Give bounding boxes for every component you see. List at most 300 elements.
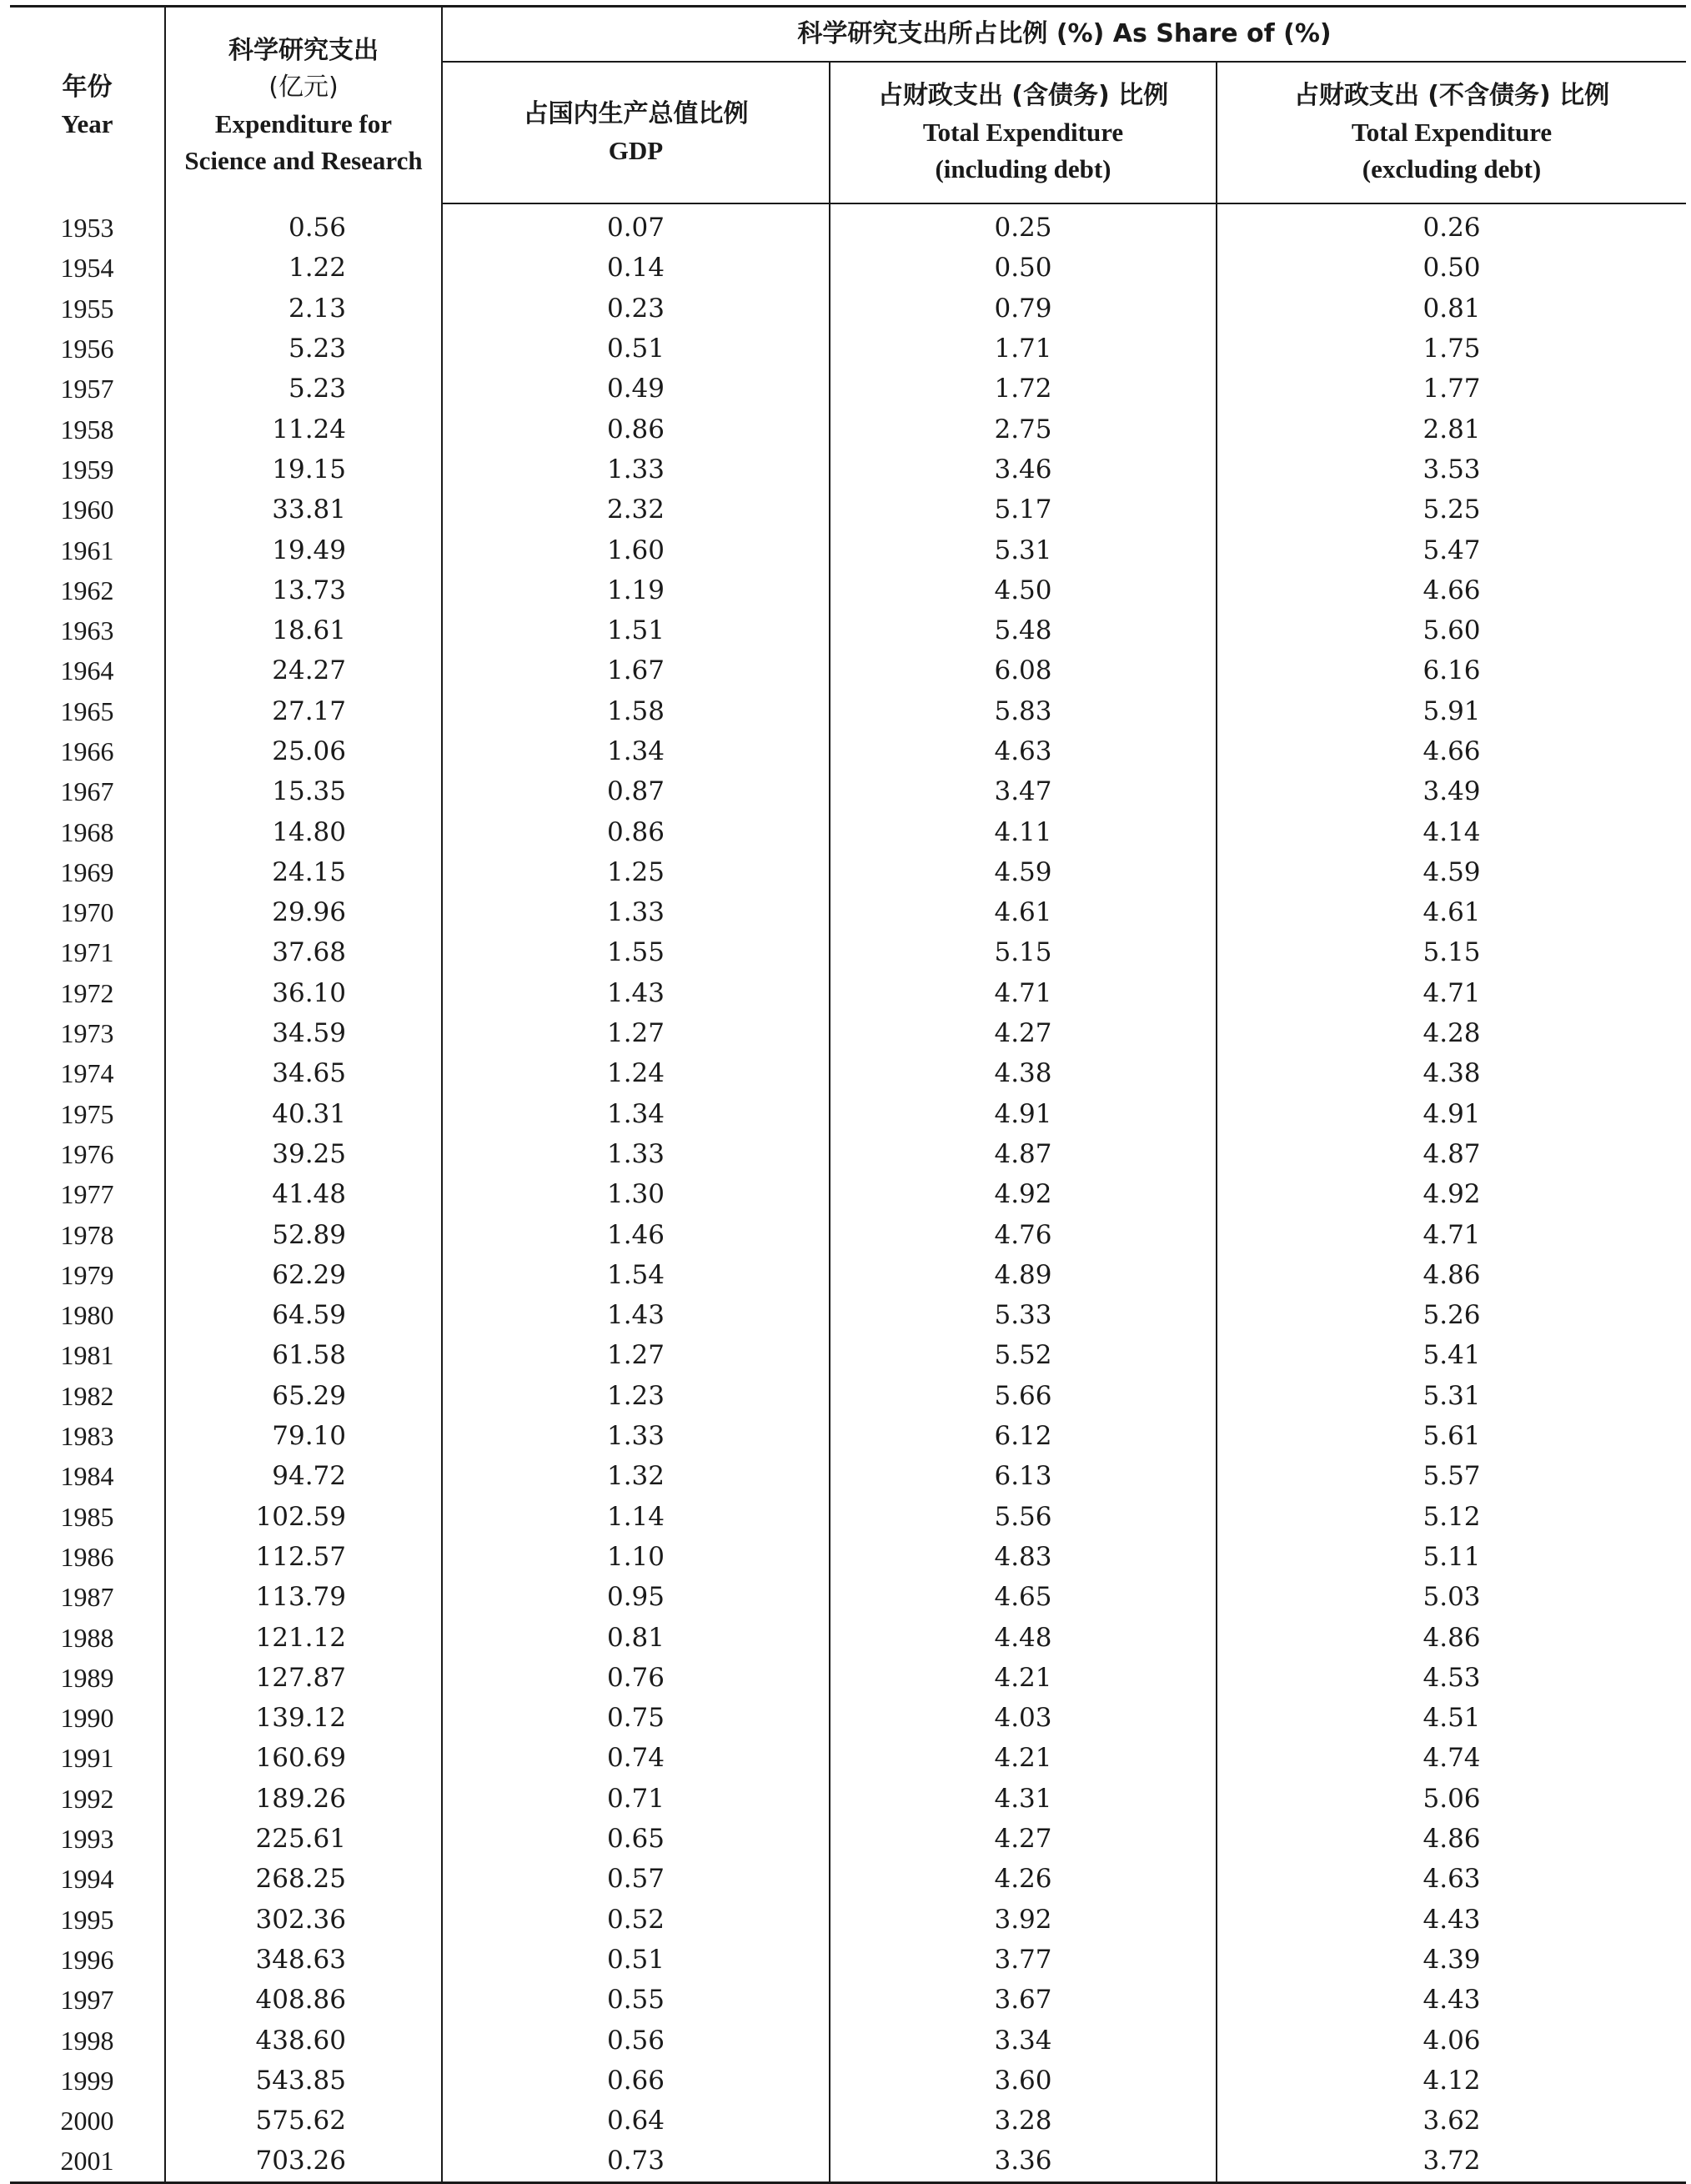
- excl-header-zh: 占财政支出 (不含债务) 比例: [1293, 81, 1610, 110]
- gdp-share-cell: 1.27: [442, 1335, 830, 1375]
- year-cell: 1992: [60, 1783, 114, 1814]
- year-cell: 1968: [60, 816, 114, 847]
- year-cell: 1953: [60, 212, 114, 243]
- incl-debt-share-cell: 3.36: [830, 2141, 1217, 2182]
- incl-debt-share-cell: 3.46: [830, 449, 1217, 490]
- expenditure-cell: 225.61: [165, 1819, 442, 1859]
- expenditure-cell: 348.63: [165, 1940, 442, 1980]
- gdp-share-cell: 1.33: [442, 892, 830, 932]
- excl-debt-share-cell: 5.41: [1217, 1335, 1686, 1375]
- incl-debt-share-cell: 0.25: [830, 203, 1217, 248]
- year-cell: 1987: [60, 1582, 114, 1613]
- expenditure-cell: 79.10: [165, 1416, 442, 1456]
- excl-debt-share-cell: 5.15: [1217, 932, 1686, 972]
- excl-debt-share-cell: 0.26: [1217, 203, 1686, 248]
- table-row: [10, 1658, 1686, 1698]
- year-cell: 1991: [60, 1743, 114, 1774]
- year-cell: 1967: [60, 776, 114, 807]
- table-row: [10, 1416, 1686, 1456]
- table-row: [10, 1859, 1686, 1899]
- expenditure-cell: 41.48: [165, 1174, 442, 1214]
- expenditure-cell: 36.10: [165, 973, 442, 1013]
- gdp-share-cell: 0.86: [442, 409, 830, 449]
- year-cell: 1966: [60, 736, 114, 766]
- gdp-share-cell: 0.64: [442, 2101, 830, 2141]
- excl-debt-share-cell: 4.66: [1217, 570, 1686, 610]
- expenditure-cell: 2.13: [165, 289, 442, 329]
- incl-debt-share-cell: 1.72: [830, 369, 1217, 409]
- year-cell: 1965: [60, 695, 114, 726]
- incl-debt-share-cell: 4.27: [830, 1013, 1217, 1053]
- gdp-share-cell: 1.55: [442, 932, 830, 972]
- expenditure-cell: 14.80: [165, 811, 442, 851]
- gdp-share-cell: 0.75: [442, 1698, 830, 1738]
- gdp-share-cell: 1.24: [442, 1053, 830, 1093]
- table-row: [10, 369, 1686, 409]
- table-row: [10, 731, 1686, 771]
- gdp-share-cell: 0.51: [442, 329, 830, 369]
- gdp-share-cell: 0.65: [442, 1819, 830, 1859]
- year-cell: 1971: [60, 937, 114, 968]
- table-row: [10, 771, 1686, 811]
- expenditure-cell: 64.59: [165, 1295, 442, 1335]
- gdp-share-cell: 0.87: [442, 771, 830, 811]
- year-cell: 1985: [60, 1501, 114, 1532]
- expenditure-cell: 19.49: [165, 530, 442, 570]
- excl-debt-share-cell: 5.47: [1217, 530, 1686, 570]
- year-header-en: Year: [61, 108, 113, 138]
- excl-debt-share-cell: 0.81: [1217, 289, 1686, 329]
- excl-debt-share-cell: 4.86: [1217, 1255, 1686, 1295]
- expenditure-cell: 302.36: [165, 1899, 442, 1939]
- gdp-share-cell: 0.07: [442, 203, 830, 248]
- table-row: [10, 1497, 1686, 1537]
- excl-debt-share-cell: 5.25: [1217, 490, 1686, 530]
- table-row: [10, 1899, 1686, 1939]
- year-cell: 1978: [60, 1219, 114, 1250]
- table-row: [10, 1819, 1686, 1859]
- gdp-share-cell: 1.34: [442, 731, 830, 771]
- gdp-share-cell: 0.86: [442, 811, 830, 851]
- gdp-share-cell: 1.23: [442, 1376, 830, 1416]
- incl-debt-share-cell: 3.47: [830, 771, 1217, 811]
- incl-debt-share-cell: 4.31: [830, 1779, 1217, 1819]
- excl-debt-share-cell: 5.11: [1217, 1537, 1686, 1577]
- incl-debt-share-cell: 5.15: [830, 932, 1217, 972]
- gdp-share-cell: 0.73: [442, 2141, 830, 2182]
- year-cell: 1990: [60, 1703, 114, 1734]
- year-cell: 1977: [60, 1179, 114, 1210]
- excl-debt-share-cell: 1.75: [1217, 329, 1686, 369]
- excl-header-en-line2: (excluding debt): [1362, 154, 1542, 183]
- expenditure-cell: 575.62: [165, 2101, 442, 2141]
- expenditure-cell: 37.68: [165, 932, 442, 972]
- excl-debt-share-cell: 4.14: [1217, 811, 1686, 851]
- gdp-share-cell: 1.19: [442, 570, 830, 610]
- year-cell: 1996: [60, 1944, 114, 1975]
- excl-debt-share-cell: 4.86: [1217, 1617, 1686, 1657]
- expenditure-cell: 160.69: [165, 1738, 442, 1778]
- expenditure-cell: 13.73: [165, 570, 442, 610]
- expenditure-cell: 438.60: [165, 2020, 442, 2060]
- incl-debt-share-cell: 4.03: [830, 1698, 1217, 1738]
- table-row: [10, 932, 1686, 972]
- expenditure-cell: 102.59: [165, 1497, 442, 1537]
- year-cell: 1998: [60, 2025, 114, 2056]
- excl-debt-share-cell: 4.12: [1217, 2061, 1686, 2101]
- expenditure-cell: 5.23: [165, 369, 442, 409]
- excl-debt-share-cell: 4.43: [1217, 1980, 1686, 2020]
- year-cell: 2000: [60, 2106, 114, 2136]
- expenditure-cell: 29.96: [165, 892, 442, 932]
- incl-debt-share-cell: 5.17: [830, 490, 1217, 530]
- excl-debt-share-cell: 4.63: [1217, 1859, 1686, 1899]
- table-row: [10, 530, 1686, 570]
- table-row: [10, 1174, 1686, 1214]
- table-body: [10, 203, 1686, 2182]
- incl-debt-share-cell: 4.76: [830, 1214, 1217, 1254]
- year-cell: 1960: [60, 495, 114, 525]
- incl-debt-share-cell: 3.67: [830, 1980, 1217, 2020]
- gdp-share-cell: 1.54: [442, 1255, 830, 1295]
- incl-debt-share-cell: 0.79: [830, 289, 1217, 329]
- table-row: [10, 1094, 1686, 1134]
- table-row: [10, 610, 1686, 650]
- excl-debt-share-cell: 3.62: [1217, 2101, 1686, 2141]
- expenditure-cell: 11.24: [165, 409, 442, 449]
- expenditure-cell: 0.56: [165, 203, 442, 248]
- excl-debt-share-cell: 5.26: [1217, 1295, 1686, 1335]
- table-row: [10, 1214, 1686, 1254]
- incl-debt-share-cell: 4.92: [830, 1174, 1217, 1214]
- excl-debt-share-cell: 4.71: [1217, 1214, 1686, 1254]
- incl-debt-share-cell: 4.59: [830, 852, 1217, 892]
- gdp-share-cell: 1.33: [442, 449, 830, 490]
- year-cell: 1993: [60, 1824, 114, 1855]
- incl-debt-share-cell: 5.31: [830, 530, 1217, 570]
- table-row: [10, 1456, 1686, 1496]
- year-cell: 1997: [60, 1985, 114, 2016]
- table-row: [10, 2141, 1686, 2182]
- excl-debt-share-cell: 4.38: [1217, 1053, 1686, 1093]
- gdp-share-cell: 1.32: [442, 1456, 830, 1496]
- gdp-share-cell: 1.43: [442, 973, 830, 1013]
- year-cell: 1999: [60, 2065, 114, 2096]
- excl-debt-share-cell: 4.71: [1217, 973, 1686, 1013]
- expenditure-cell: 189.26: [165, 1779, 442, 1819]
- expenditure-cell: 34.65: [165, 1053, 442, 1093]
- incl-debt-share-cell: 4.21: [830, 1658, 1217, 1698]
- year-column-header: [10, 7, 165, 204]
- excl-debt-share-cell: 4.28: [1217, 1013, 1686, 1053]
- table-row: [10, 203, 1686, 248]
- gdp-share-cell: 1.10: [442, 1537, 830, 1577]
- gdp-share-cell: 2.32: [442, 490, 830, 530]
- expenditure-header-en-line2: Science and Research: [184, 145, 423, 175]
- excl-debt-share-cell: 4.92: [1217, 1174, 1686, 1214]
- excl-debt-share-cell: 4.66: [1217, 731, 1686, 771]
- table-row: [10, 329, 1686, 369]
- incl-debt-share-cell: 4.83: [830, 1537, 1217, 1577]
- year-cell: 1975: [60, 1098, 114, 1129]
- gdp-share-cell: 1.30: [442, 1174, 830, 1214]
- year-cell: 1963: [60, 615, 114, 646]
- excl-debt-share-cell: 1.77: [1217, 369, 1686, 409]
- incl-debt-share-cell: 4.89: [830, 1255, 1217, 1295]
- excl-debt-share-cell: 4.43: [1217, 1899, 1686, 1939]
- year-cell: 1986: [60, 1541, 114, 1572]
- incl-header-en-line2: (including debt): [935, 154, 1111, 183]
- excl-debt-share-cell: 2.81: [1217, 409, 1686, 449]
- excl-debt-share-cell: 6.16: [1217, 650, 1686, 690]
- excl-debt-share-cell: 4.59: [1217, 852, 1686, 892]
- expenditure-cell: 34.59: [165, 1013, 442, 1053]
- year-cell: 1983: [60, 1421, 114, 1452]
- gdp-share-cell: 0.56: [442, 2020, 830, 2060]
- incl-debt-share-cell: 4.11: [830, 811, 1217, 851]
- gdp-share-cell: 1.58: [442, 691, 830, 731]
- gdp-share-cell: 0.66: [442, 2061, 830, 2101]
- year-cell: 1979: [60, 1259, 114, 1290]
- expenditure-cell: 61.58: [165, 1335, 442, 1375]
- excl-debt-share-cell: 4.74: [1217, 1738, 1686, 1778]
- expenditure-cell: 33.81: [165, 490, 442, 530]
- table-row: [10, 1013, 1686, 1053]
- incl-debt-share-cell: 0.50: [830, 248, 1217, 288]
- year-cell: 1957: [60, 374, 114, 404]
- table-row: [10, 1335, 1686, 1375]
- table-row: [10, 1577, 1686, 1617]
- incl-debt-share-cell: 6.13: [830, 1456, 1217, 1496]
- table-row: [10, 490, 1686, 530]
- expenditure-cell: 52.89: [165, 1214, 442, 1254]
- expenditure-cell: 15.35: [165, 771, 442, 811]
- incl-debt-column-header: [830, 62, 1217, 203]
- excl-debt-share-cell: 5.03: [1217, 1577, 1686, 1617]
- expenditure-cell: 5.23: [165, 329, 442, 369]
- excl-debt-share-cell: 5.31: [1217, 1376, 1686, 1416]
- year-cell: 1988: [60, 1622, 114, 1653]
- expenditure-cell: 127.87: [165, 1658, 442, 1698]
- table-header: [10, 7, 1686, 204]
- expenditure-header-zh: 科学研究支出: [228, 35, 379, 65]
- gdp-share-cell: 1.14: [442, 1497, 830, 1537]
- year-cell: 1954: [60, 253, 114, 284]
- expenditure-cell: 94.72: [165, 1456, 442, 1496]
- year-cell: 1956: [60, 334, 114, 364]
- table-row: [10, 1255, 1686, 1295]
- expenditure-cell: 18.61: [165, 610, 442, 650]
- excl-debt-share-cell: 4.87: [1217, 1134, 1686, 1174]
- excl-debt-share-cell: 5.60: [1217, 610, 1686, 650]
- table-row: [10, 2020, 1686, 2060]
- expenditure-cell: 40.31: [165, 1094, 442, 1134]
- table-row: [10, 1940, 1686, 1980]
- gdp-share-cell: 0.71: [442, 1779, 830, 1819]
- table-row: [10, 1537, 1686, 1577]
- year-cell: 1976: [60, 1138, 114, 1169]
- incl-debt-share-cell: 5.33: [830, 1295, 1217, 1335]
- gdp-share-cell: 0.49: [442, 369, 830, 409]
- year-cell: 1984: [60, 1461, 114, 1492]
- incl-debt-share-cell: 2.75: [830, 409, 1217, 449]
- gdp-share-cell: 1.43: [442, 1295, 830, 1335]
- excl-debt-share-cell: 0.50: [1217, 248, 1686, 288]
- table-row: [10, 650, 1686, 690]
- gdp-share-cell: 0.14: [442, 248, 830, 288]
- year-cell: 1962: [60, 575, 114, 605]
- expenditure-cell: 24.15: [165, 852, 442, 892]
- year-cell: 1973: [60, 1018, 114, 1049]
- incl-debt-share-cell: 4.65: [830, 1577, 1217, 1617]
- table-row: [10, 449, 1686, 490]
- incl-debt-share-cell: 1.71: [830, 329, 1217, 369]
- excl-debt-share-cell: 5.12: [1217, 1497, 1686, 1537]
- gdp-share-cell: 0.23: [442, 289, 830, 329]
- excl-debt-share-cell: 3.72: [1217, 2141, 1686, 2182]
- excl-debt-share-cell: 4.39: [1217, 1940, 1686, 1980]
- table-row: [10, 1779, 1686, 1819]
- gdp-share-cell: 0.57: [442, 1859, 830, 1899]
- table-row: [10, 1376, 1686, 1416]
- excl-debt-share-cell: 3.53: [1217, 449, 1686, 490]
- incl-header-en-line1: Total Expenditure: [922, 118, 1124, 147]
- incl-debt-share-cell: 4.71: [830, 973, 1217, 1013]
- incl-debt-share-cell: 4.38: [830, 1053, 1217, 1093]
- incl-header-zh: 占财政支出 (含债务) 比例: [877, 81, 1169, 110]
- table-row: [10, 2061, 1686, 2101]
- table-row: [10, 1980, 1686, 2020]
- incl-debt-share-cell: 6.12: [830, 1416, 1217, 1456]
- incl-debt-share-cell: 4.91: [830, 1094, 1217, 1134]
- table-row: [10, 811, 1686, 851]
- table-row: [10, 1134, 1686, 1174]
- gdp-share-cell: 1.33: [442, 1416, 830, 1456]
- incl-debt-share-cell: 5.52: [830, 1335, 1217, 1375]
- gdp-share-cell: 1.67: [442, 650, 830, 690]
- gdp-share-cell: 0.52: [442, 1899, 830, 1939]
- expenditure-cell: 113.79: [165, 1577, 442, 1617]
- year-cell: 1972: [60, 977, 114, 1008]
- expenditure-cell: 25.06: [165, 731, 442, 771]
- gdp-header-en: GDP: [608, 136, 664, 165]
- year-cell: 1969: [60, 856, 114, 887]
- table-row: [10, 409, 1686, 449]
- table-row: [10, 1738, 1686, 1778]
- expenditure-cell: 1.22: [165, 248, 442, 288]
- excl-debt-share-cell: 5.06: [1217, 1779, 1686, 1819]
- excl-debt-share-cell: 4.51: [1217, 1698, 1686, 1738]
- gdp-share-cell: 0.95: [442, 1577, 830, 1617]
- gdp-share-column-header: [442, 62, 830, 203]
- excl-debt-share-cell: 4.91: [1217, 1094, 1686, 1134]
- excl-debt-share-cell: 4.06: [1217, 2020, 1686, 2060]
- table-row: [10, 1295, 1686, 1335]
- table-row: [10, 2101, 1686, 2141]
- incl-debt-share-cell: 3.77: [830, 1940, 1217, 1980]
- gdp-share-cell: 1.51: [442, 610, 830, 650]
- science-expenditure-table: [10, 5, 1686, 2184]
- table-row: [10, 892, 1686, 932]
- excl-debt-share-cell: 4.86: [1217, 1819, 1686, 1859]
- incl-debt-share-cell: 4.87: [830, 1134, 1217, 1174]
- expenditure-cell: 543.85: [165, 2061, 442, 2101]
- incl-debt-share-cell: 4.48: [830, 1617, 1217, 1657]
- share-group-label: 科学研究支出所占比例 (%) As Share of (%): [797, 19, 1332, 48]
- year-cell: 1958: [60, 414, 114, 444]
- gdp-header-zh: 占国内生产总值比例: [523, 99, 749, 128]
- table-row: [10, 691, 1686, 731]
- incl-debt-share-cell: 4.61: [830, 892, 1217, 932]
- gdp-share-cell: 1.33: [442, 1134, 830, 1174]
- gdp-share-cell: 1.46: [442, 1214, 830, 1254]
- expenditure-column-header: [165, 7, 442, 204]
- table-row: [10, 289, 1686, 329]
- gdp-share-cell: 0.74: [442, 1738, 830, 1778]
- year-cell: 1982: [60, 1380, 114, 1411]
- year-cell: 1959: [60, 454, 114, 484]
- gdp-share-cell: 0.51: [442, 1940, 830, 1980]
- table-row: [10, 1617, 1686, 1657]
- gdp-share-cell: 1.27: [442, 1013, 830, 1053]
- excl-debt-share-cell: 5.57: [1217, 1456, 1686, 1496]
- excl-debt-share-cell: 4.61: [1217, 892, 1686, 932]
- expenditure-cell: 24.27: [165, 650, 442, 690]
- table-row: [10, 248, 1686, 288]
- year-header-zh: 年份: [62, 72, 113, 102]
- expenditure-cell: 121.12: [165, 1617, 442, 1657]
- year-cell: 1974: [60, 1058, 114, 1089]
- year-cell: 1961: [60, 535, 114, 565]
- table-row: [10, 1053, 1686, 1093]
- year-cell: 1964: [60, 655, 114, 686]
- year-cell: 1995: [60, 1904, 114, 1935]
- incl-debt-share-cell: 5.83: [830, 691, 1217, 731]
- share-group-header: [442, 7, 1686, 63]
- year-cell: 1980: [60, 1300, 114, 1331]
- expenditure-header-en-line1: Expenditure for: [214, 108, 393, 138]
- table-row: [10, 1698, 1686, 1738]
- expenditure-cell: 62.29: [165, 1255, 442, 1295]
- gdp-share-cell: 1.34: [442, 1094, 830, 1134]
- gdp-share-cell: 0.55: [442, 1980, 830, 2020]
- expenditure-cell: 65.29: [165, 1376, 442, 1416]
- excl-debt-column-header: [1217, 62, 1686, 203]
- excl-debt-share-cell: 3.49: [1217, 771, 1686, 811]
- incl-debt-share-cell: 4.63: [830, 731, 1217, 771]
- year-cell: 1989: [60, 1662, 114, 1693]
- incl-debt-share-cell: 4.50: [830, 570, 1217, 610]
- expenditure-cell: 39.25: [165, 1134, 442, 1174]
- expenditure-cell: 703.26: [165, 2141, 442, 2182]
- incl-debt-share-cell: 4.21: [830, 1738, 1217, 1778]
- incl-debt-share-cell: 3.60: [830, 2061, 1217, 2101]
- gdp-share-cell: 1.25: [442, 852, 830, 892]
- expenditure-cell: 139.12: [165, 1698, 442, 1738]
- incl-debt-share-cell: 5.66: [830, 1376, 1217, 1416]
- expenditure-cell: 19.15: [165, 449, 442, 490]
- table-row: [10, 852, 1686, 892]
- incl-debt-share-cell: 3.28: [830, 2101, 1217, 2141]
- table-row: [10, 570, 1686, 610]
- year-cell: 1955: [60, 293, 114, 324]
- incl-debt-share-cell: 3.92: [830, 1899, 1217, 1939]
- year-cell: 1970: [60, 897, 114, 928]
- incl-debt-share-cell: 5.48: [830, 610, 1217, 650]
- incl-debt-share-cell: 5.56: [830, 1497, 1217, 1537]
- gdp-share-cell: 0.76: [442, 1658, 830, 1698]
- year-cell: 1994: [60, 1864, 114, 1895]
